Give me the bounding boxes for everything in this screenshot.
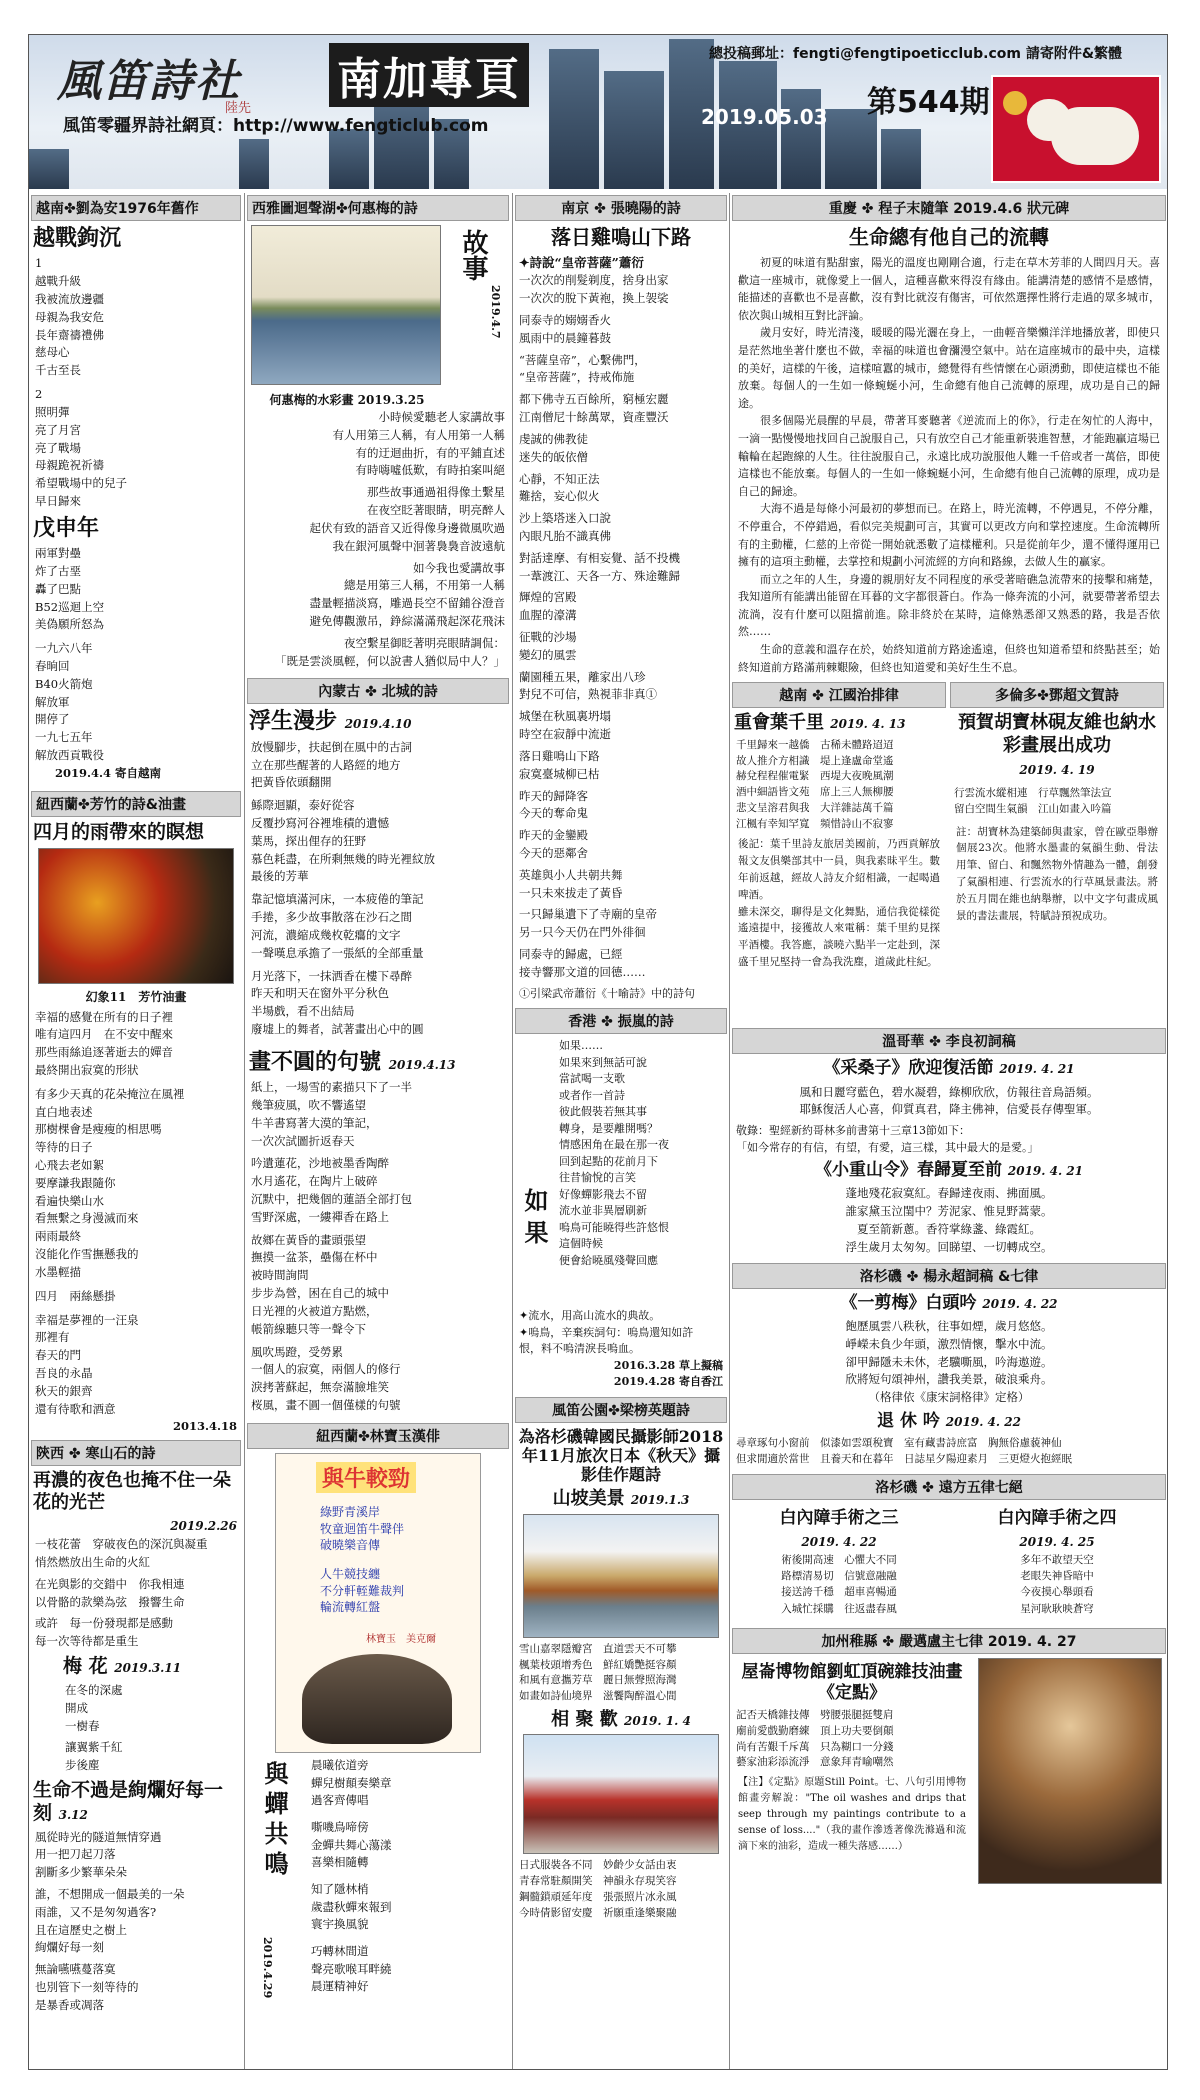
poem-title: 與蟬共鳴 [260,1760,289,1881]
card-verse: 人牛競技纏 不分軒輊難裁判 輪流轉紅盤 [320,1566,405,1615]
section-header: 陝西 ✤ 寒山石的詩 [31,1440,241,1466]
poem-body: 鯀際迴顯，泰好從容 反覆抄寫河谷裡堆積的遺憾 葉馬，探出俚存的狂野 慕色耗盡，在所剩無幾的時光裡紋放 最後的芳華 [251,798,435,884]
poem-date: 2019. 4. 21 [999,1062,1075,1077]
poem-body: 雪山嘉翠隱瓣宮 直道雲天不可攀 楓葉枝頭增秀色 鮮紅嬌艷挺容顏 和風有意攜芳草 麗日無聲照海灣 如畫如詩仙境界 滋饗陶醉溫心間 [519,1642,677,1703]
poem-note: 敬錄：聖經新約哥林多前書第十三章13節如下： 「如今常存的有信，有望，有愛，這三樣，其中最大的是愛。」 [736,1124,1039,1154]
poem-body: 輝煌的宮殿 血腥的濠溝 [519,590,577,623]
poem-signature: 2013.4.18 [172,1419,237,1434]
card-title: 與牛較勁 [316,1462,416,1493]
poem-body: 術後開高速 心懼大不同 路標清易切 信號意融融 接送誇千穩 超車喜暢通 入城忙採購 往返盡春風 [781,1553,897,1615]
poem-body: 同泰寺的歸處，已經 接寺響那文道的回德…… [519,947,646,979]
poem-body: 昨天的歸降客 今天的奪命鬼 [519,788,588,821]
poem-body: 紙上，一場雪的素描只下了一半 幾筆疲風，吹不響遙望 牛羊書寫著大漠的筆記， 一次次試圖折返春天 [251,1080,412,1148]
poem-date: 2019. 4. 21 [1007,1164,1084,1179]
footnote: ①引梁武帝蕭衍《十喻詩》中的詩句 [519,986,695,1000]
poem-date: 2019. 1. 4 [624,1713,691,1728]
poem-body: 小時候愛聽老人家講故事 有人用第三人稱，有人用第一人稱 有的迂迴曲折，有的平鋪直述 有時嗨噓低歎，有時拍案叫絕 [332,410,505,478]
image-caption: 幻象11 芳竹油畫 [85,989,187,1004]
section-header: 南京 ✤ 張曉陽的詩 [515,195,727,221]
oil-painting-image [38,848,234,984]
article-paragraph: 生命的意義和溫存在於，始終知道前方路途遙遠，但終也知道希望和終點甚至；始終知道前方路滿荊棘艱險，但終也知道愛和美好生生不息。 [738,643,1160,674]
column-2 [247,193,509,2069]
poem-body: 心靜，不知正法 難捨，妄心似火 [519,471,600,504]
card-signature: 林寶玉 美克爾 [366,1633,436,1645]
column-divider [512,193,513,2069]
poem-body: 吟遺蓮花，沙地被墨香陶醉 水月遙花，在陶片上破碎 沉默中，把幾個的蓮語全部打包 雪野深處，一縷禪香在路上 [251,1156,412,1224]
issue-number: 第544期 [867,85,990,120]
poem-body: 一九六八年 春晌回 B40火箭炮 解放軍 開停了 一九七五年 解放西貢戰役 [35,641,104,763]
poem-notes: ✦流水，用高山流水的典故。 ✦嗚鳥，辛棄疾詞句：嗚鳥還知如許 恨，料不嗚清淚長嗚血。 [519,1309,694,1356]
poem-date: 2019. 4. 22 [945,1414,1021,1429]
skyline-building [881,129,921,189]
poem-title: 如果 [520,1188,549,1253]
column-3 [515,193,727,2069]
poem-title: 《一剪梅》白頭吟 [840,1292,977,1313]
poem-title: 相 聚 歡 [551,1708,618,1730]
poem-date: 2019.4.13 [388,1057,456,1072]
issue-date: 2019.05.03 [701,105,828,129]
poem-title: 《小重山令》春歸夏至前 [814,1160,1002,1181]
section-header: 風笛公園✤梁榜英題詩 [515,1397,727,1423]
poem-signature: 2019.4.4 寄自越南 [55,765,162,780]
poem-body: 四月 兩絲懸掛 [35,1288,116,1303]
section-header: 洛杉磯 ✤ 楊永超詞稿 &七律 [732,1263,1166,1289]
website-url[interactable]: 風笛零疆界詩社網頁：http://www.fengticlub.com [63,116,489,136]
poem-body: 幸福的感覺在所有的日子裡 唯有這四月 在不安中醒來 那些雨絲追逐著逝去的嬋音 最終開出寂寞的形狀 [35,1009,173,1077]
poem-title: 白內障手術之三 [779,1507,899,1528]
article-paragraph: 初夏的味道有點甜蜜，陽光的溫度也剛剛合適，行走在草木芳菲的人間四月天。喜歡這一座城市，就像愛上一個人，這種喜歡來得沒有緣由。能講清楚的感情不是感情，能描述的喜歡也不是喜歡，沒有對比就沒有傷害，可依然選擇性將行走過的眾多城市，依次與山城相互對比評論。 [738,256,1160,322]
section-header: 溫哥華 ✤ 李良初詞稿 [732,1028,1166,1054]
poem-body: 一次次的削髮剃度，捨身出家 一次次的脫下黃袍，換上袈裟 [519,273,669,306]
section-header: 多倫多✤鄧超文賀詩 [950,682,1164,708]
poem-body: 1 越戰升級 我被流放邊疆 母親為我安危 長年齋禱禮佛 慈母心 千古至長 [35,256,104,378]
poem-afterword: 雖未深交，聊得是文化舞點，通信我從樣從遙遠提中，接獲故人來電稱：葉千里約見探平酒樓。我答應，談曉六點半一定赴到，深盛千里兄堅持一會為我洗塵，道歲此柱紀。 [738,905,940,968]
poem-body: 行雲流水縱相連 行草飄然筆法宣 留白空間生氣韻 江山如畫入吟篇 [954,787,1112,815]
haiku-card [275,1453,481,1753]
calligrapher-signature: 陸先 [225,101,252,116]
brand-logo-text: 風笛詩社 [57,56,241,107]
skyline-building [29,149,69,189]
poem-date: 2019.1.3 [630,1493,690,1508]
poem-body: 蓬地殘花寂寞紅。春歸達夜雨、拂面風。 誰家黛玉泣閨中？芳泥家、惟見野蒿蒙。 夏至箭新蔥。香符掌綠盞、綠霞紅。 浮生歲月太匆匆。回睇望、一切轉成空。 [845,1186,1053,1254]
poem-title: 山坡美景 [552,1488,625,1510]
poem-date: 2019.4.10 [344,717,412,732]
poem-body: 記否天橋雜技傳 劈腰張腿挺雙肩 廟前愛戲勤磨練 頂上功夫要倒顛 尚有苦艱千斥萬 只為糊口一分錢 藝家油彩添流淨 意象拜青喻嘲然 [736,1709,894,1769]
poem-body: 巧轉林間道 聲亮歌喉耳畔繞 晨運精神好 [311,1943,392,1994]
poem-body: 風從時光的隧道無情穿過 用一把刀起刀落 割斷多少繁華朵朵 [35,1829,162,1880]
poem-body: 夜空繫星御眨著明亮眼睛調侃： 「既是雲淡風輕，何以說書人猶似局中人？」 [275,635,505,668]
poem-body: 讓翼紫千紅 步後塵 [65,1740,123,1773]
poem-body: 知了隱林梢 歲盡秋蟬來報到 寰宇換風貌 [311,1881,392,1932]
poem-body: “菩薩皇帝”，心繫佛門， “皇帝菩薩”，持戒佈施 [519,352,646,385]
poem-note: （格律依《康宋詞格律》定格） [868,1390,1030,1405]
section-header: 洛杉磯 ✤ 遠方五律七絕 [732,1474,1166,1500]
article-paragraph: 歲月安好，時光清淺，暖暖的陽光灑在身上，一曲輕音樂懶洋洋地播放著，即使只是茫然地坐著什麼也不做，幸福的味道也會瀰漫空氣中。站在這座城市的最中央，這樣的美好，這樣的午後，這樣喧囂的城市，總覺得有些情懷在心頭湧動，即使這樣也不能放棄。每個人的一生如一條蜿蜒小河，生命總有他自己流轉的原理，成功是自己的歸途。 [738,326,1160,410]
poem-title: 退 休 吟 [877,1410,940,1431]
temple-group-photo [523,1734,719,1854]
submission-email[interactable]: 總投稿郵址：fengti@fengtipoeticclub.com 請寄附件&繁體 [709,46,1123,62]
article-paragraph: 很多個陽光晨醒的早晨，帶著耳麥聽著《逆流而上的你》，行走在匆忙的人海中，一滴一點慢慢地找回自己說服自己，只有放空自己才能重新裝進智慧，才能跑贏這場已輸輪在起跑線的人生。往往說服自己，永遠比成功說服他人難一千倍或者一萬倍，即使這樣也不能放棄。每個人的一生如一條蜿蜒小河，生命總有他自己流轉的原理，成功是自己的歸途。 [738,414,1160,498]
poem-title: 重會葉千里 [734,712,824,734]
poem-date: 2019.2.26 [170,1519,237,1534]
poem-body: 2 照明彈 亮了月宮 亮了戰場 母親跪祝祈禱 希望戰場中的兒子 早日歸來 [35,387,127,508]
poem-body: 千里歸來一越僑 古稀未體路迢迢 故人推介方相識 堤上逢盧命堂遙 赫兌程程催電緊 西堤大夜晚風潮 酒中細語皆文苑 席上三人無柳腰 悲文呈溶君與我 大洋雜誌萬千篇 江楓有幸知罕寬 頻惜詩山不寂寥 [736,738,894,830]
poem-body: 沙上築塔迷入口說 內眼凡胎不識真佛 [519,511,611,543]
section-header: 紐西蘭✤芳竹的詩&油畫 [31,791,241,817]
poem-title: 梅 花 [63,1655,108,1678]
poem-body: 放慢腳步，扶起倒在風中的古詞 立在那些醒著的人路經的地方 把黃昏依頭翻開 [251,739,412,790]
column-divider [729,193,730,2069]
poem-title: 屋崙博物館劉虹頂碗雜技油畫《定點》 [741,1661,963,1703]
poem-body: 或許 每一份發現都是感動 每一次等待都是重生 [35,1616,173,1649]
poem-body: 在冬的深處 開成 一樹春 [65,1682,123,1733]
poem-body: 月光落下，一抹洒香在樓下尋醉 昨天和明天在窗外平分秋色 半場戲，看不出結局 廢墟上的舞者，試著畫出心中的圓 [251,968,424,1036]
section-header: 西雅圖迴聲湖✤何惠梅的詩 [247,195,509,221]
poem-date: 3.12 [58,1807,88,1822]
poem-title: 再濃的夜色也掩不住一朵花的光芒 [33,1470,231,1513]
section-header: 香港 ✤ 振嵐的詩 [515,1008,727,1034]
skyline-building [329,129,369,189]
acrobat-oil-painting-image [978,1658,1162,1884]
poem-body: 虔誠的佛教徒 迷失的皈依僧 [519,431,588,464]
poem-date: 2019. 4. 13 [830,717,906,732]
mountain-lake-photo [523,1514,719,1638]
pig-year-illustration [991,75,1161,183]
poem-body: 風和日麗穹藍色，碧水凝碧，綠柳欣欣，仿報往音鳥語頻。 耶穌復活人心喜，仰質真君，降主佛神，信愛長存傳聖軍。 [799,1084,1099,1117]
section-title: 南加專頁 [329,43,529,107]
section-header: 越南 ✤ 江國治排律 [732,682,946,708]
poem-body: 一只歸巢遺下了寺廟的皇帝 另一只今天仍在門外徘徊 [519,907,657,940]
poem-title: 畫不圓的句號 [249,1048,382,1075]
image-caption: 何惠梅的水彩畫 2019.3.25 [269,393,425,407]
poem-body: 靠記憶填滿河床，一本疲倦的筆記 手捲，多少故事散落在沙石之間 河流，濃縮成幾枚乾癟的文字 一聲嘆息承擔了一張紙的全部重量 [251,892,424,960]
poem-note: 註：胡寶林為建築師與畫家，曾在歐亞舉辦個展23次。他將水墨畫的氣韻生動、骨法用筆、留白、和飄然物外情趣為一體，創發了氣韻相連、行雲流水的行草風景畫法。將於五月間在維也納舉辦，以中文字句畫成風景的書法畫展，特賦詩預祝成功。 [956,825,1158,922]
poem-body: 蘭園種五果，離家出八珍 對兒不可信，熟視菲非真① [519,669,657,702]
poem-body: 城堡在秋風裏坍塌 時空在寂靜中流逝 [519,709,611,742]
column-divider [244,193,245,2069]
poem-body: 飽歷風雲八秩秋，往事如煙，歲月悠悠。 崢嶸未負少年頭，激烈情懷，擊水中流。 卻甲歸隱未未休，老驥嘶風，吟海遨遊。 欣將短句頌神州，讚我美景，破浪乘舟。 [845,1318,1053,1387]
poem-body: 昨天的金鑾殿 今天的惡鄰舍 [519,828,588,860]
poem-body: 有多少天真的花朵掩泣在風裡 直白地表述 那樹棵會是瘦瘦的相思嗎 等待的日子 心飛去老如絮 要摩謙我跟隨你 看遍快樂山水 看無繫之身漫滅而來 兩雨最終 沒能化作雪撫懸我的 水墨輕描 [35,1086,185,1279]
poem-date: 2019.4.7 [489,285,502,339]
poem-body: 都下佛寺五百餘所，窮極宏麗 江南僧尼十餘萬眾，資產豐沃 [519,392,669,425]
poem-body: 兩軍對壘 炸了古堊 轟了巴點 B52巡迴上空 美偽願所怒為 [35,546,105,632]
poem-body: 在光與影的交錯中 你我相連 以骨骼的款樂為弦 撥響生命 [35,1576,185,1609]
skyline-building [239,139,269,189]
skyline-building [781,89,821,189]
poem-body: 落日雞鳴山下路 寂寞臺城柳已枯 [519,748,600,781]
poem-subtitle: ✦詩說“皇帝菩薩”蕭衍 [519,255,644,270]
skyline-building [825,109,877,189]
poem-title: 生命不過是絢爛好每一刻 [33,1778,224,1824]
buffalo-illustration [302,1654,452,1744]
poem-title: 越戰鉤沉 [33,225,122,251]
poem-title: 戊申年 [33,514,100,541]
poem-body: 如果…… 如果來到無話可說 當試喝一支歌 或者作一首詩 彼此假裝若無其事 轉身，是要離開嗎？ 情感困角在最在那一夜 回到起點的花前月下 往昔愉悅的言笑 好像蟬影飛去不留 流水並非異層刷新 嗚鳥可能曉得些許悠恨 這個時候 便會給曉風殘聲回應 [559,1039,669,1267]
poem-body: 誰，不想開成一個最美的一朵 雨誰，又不是匆匆過客? 且在這歷史之樹上 絢爛好每一刻 [35,1886,185,1955]
poem-body: 嘶嘰鳥啼傍 金蟬共舞心蕩漾 喜樂相隨轉 [311,1819,392,1870]
poem-body: 故鄉在黃昏的畫頭張望 撫摸一盆茶，壘傷在杯中 被時間詢問 步步為營，困在自己的城中 日光裡的火被道方點燃， 帳箭線聽只等一聲令下 [251,1232,389,1336]
poem-body: 晨曦依道旁 蟬兒樹顛奏樂章 過客齊傳唱 [311,1757,392,1808]
article-paragraph: 大海不過是每條小河最初的夢想而已。在路上，時光流轉，不停遇見，不停分離，不停重合，不停錯過，看似完美規劃可言，其實可以更改方向和掌控速度。生命流轉所有的主動權，仁慈的上帝從一開始就悉數了這樣權利。只是從前年少，還不懂得運用已擁有的這項主動權，去掌控和規劃小河流經的方向和路線，去做人生的贏家。 [738,502,1160,569]
poem-body: 尋章琢句小窗前 似漆如雲頌稅寶 室有藏書詩庶富 胸無俗慮藐神仙 但求閒適於當世 且養天和在暮年 日誌星夕陽迎素月 三更燈火抱經眠 [736,1437,1072,1465]
poem-body: 對話達摩、有相妄覺、話不投機 一葦渡江、天各一方、殊途難歸 [519,550,680,583]
poem-body: 多年不敢望天空 老眼失神昏暗中 今夜摸心舉頭看 星河耿耿映蒼穹 [1020,1553,1094,1615]
poem-title: 《采桑子》欣迎復活節 [823,1058,994,1079]
column-4 [732,193,1166,2069]
article-paragraph: 而立之年的人生，身邊的親朋好友不同程度的承受著暗礁急流帶來的接擊和痛楚，我知道所有能講出能留在耳暮的文字都很蒼白。作為一條奔流的小河，就要帶著希望去流淌，沒有什麼可以阻擋前進。除非終於在某時，這條熟悉卻又熟悉的路，我是否依然…… [738,572,1160,639]
poem-title: 落日雞鳴山下路 [551,225,691,249]
poem-title: 白內障手術之四 [997,1507,1117,1528]
poem-body: 英雄與小人共朝共舞 一只未來拔走了黃昏 [519,867,623,900]
column-1 [31,193,241,2069]
skyline-building [549,49,599,189]
poem-body: 幸福是夢裡的一汪泉 那裡有 春天的門 吾良的永晶 秋天的銀齊 還有待歌和酒意 [35,1312,139,1416]
section-header: 重慶 ✤ 程子末隨筆 2019.4.6 狀元碑 [732,195,1166,221]
poem-body: 無論嚥嚥蔓落寞 也別管下一刻等待的 是暴香或凋落 [35,1962,139,2012]
poem-afterword: 後記：葉千里詩友旅居美國前，乃西貢解放報文友俱樂部其中一員，與我素昧平生。數年前返越，經故人詩友介紹相識，一起喝過啤酒。 [738,838,940,901]
card-verse: 綠野青溪岸 牧童迴笛牛聲伴 破曉樂音傳 [320,1504,405,1553]
poem-body: 一枝花蕾 穿破夜色的深沉與凝重 悄然燃放出生命的火紅 [35,1537,208,1570]
poem-date: 2019. 4. 19 [1019,763,1095,778]
poem-body: 那些故事通過祖得像土繫星 在夜空眨著眼睛，明亮醉人 起伏有致的語音又近得像身邊微風吹過 我在銀河風聲中洄著裊裊音波遠航 [309,485,505,553]
skyline-building [604,71,664,189]
poem-date: 2016.3.28 草上擬稿 2019.4.28 寄自香江 [613,1358,723,1389]
poem-body: 如今我也愛講故事 總是用第三人稱，不用第一人稱 盡量輕描淡寫，雕過長空不留鋪谷澄音 避免傳觀激吊，錚綜滿滿飛起深花飛沫 [309,560,505,628]
poem-body: 日式服裝各不同 妙齡少女話由衷 青春常駐顏開笑 神韻永存現笑容 鋼髓鎖頑延年度 張張照片冰永風 今時倩影留安慶 祈願重逢樂聚融 [519,1859,677,1919]
article-title: 生命總有他自己的流轉 [849,225,1049,249]
poem-date: 2019.4.29 [261,1936,274,1999]
section-header: 內蒙古 ✤ 北城的詩 [247,678,509,704]
poem-date: 2019. 4. 22 [982,1296,1058,1311]
section-header: 越南✤劉為安1976年舊作 [31,195,241,221]
poem-date: 2019.3.11 [114,1661,182,1676]
poem-note: 【注】《定點》原題Still Point。七、八句引用博物館畫旁解說："The oil washes and drips that seep through my paintings contribute to a sense of loss...."（我的畫作滲透著像洗滌過和流滴下來的油彩，造成一種失落感……） [738,1777,966,1853]
poem-title: 故事 [458,229,488,281]
poem-body: 征戰的沙場 變幻的風雲 [519,630,577,662]
poem-date: 2019. 4. 22 [801,1534,877,1549]
poem-title: 預賀胡寶林硯友維也納水彩畫展出成功 [958,712,1156,756]
section-header: 加州稚縣 ✤ 嚴邁盧主七律 2019. 4. 27 [732,1628,1166,1654]
poem-title: 四月的雨帶來的瞑想 [33,820,205,843]
newspaper-page [28,34,1168,2070]
watercolor-painting-image [251,225,441,385]
poem-body: 風吹馬蹬，受勞累 一個人的寂寞，兩個人的修行 淚拷著蘇起，無奈滿臉堆笑 桜風，畫不圓一個僅樣的句號 [251,1344,401,1412]
section-header: 紐西蘭✤林寶玉漢俳 [247,1423,509,1449]
masthead [29,35,1168,189]
poem-body: 同泰寺的嫋嫋香火 風雨中的晨鐘暮鼓 [519,313,611,345]
poem-title: 為洛杉磯韓國民攝影師2018年11月旅次日本《秋天》攝影佳作題詩 [518,1426,724,1484]
poem-date: 2019. 4. 25 [1019,1534,1095,1549]
poem-title: 浮生漫步 [249,708,338,735]
